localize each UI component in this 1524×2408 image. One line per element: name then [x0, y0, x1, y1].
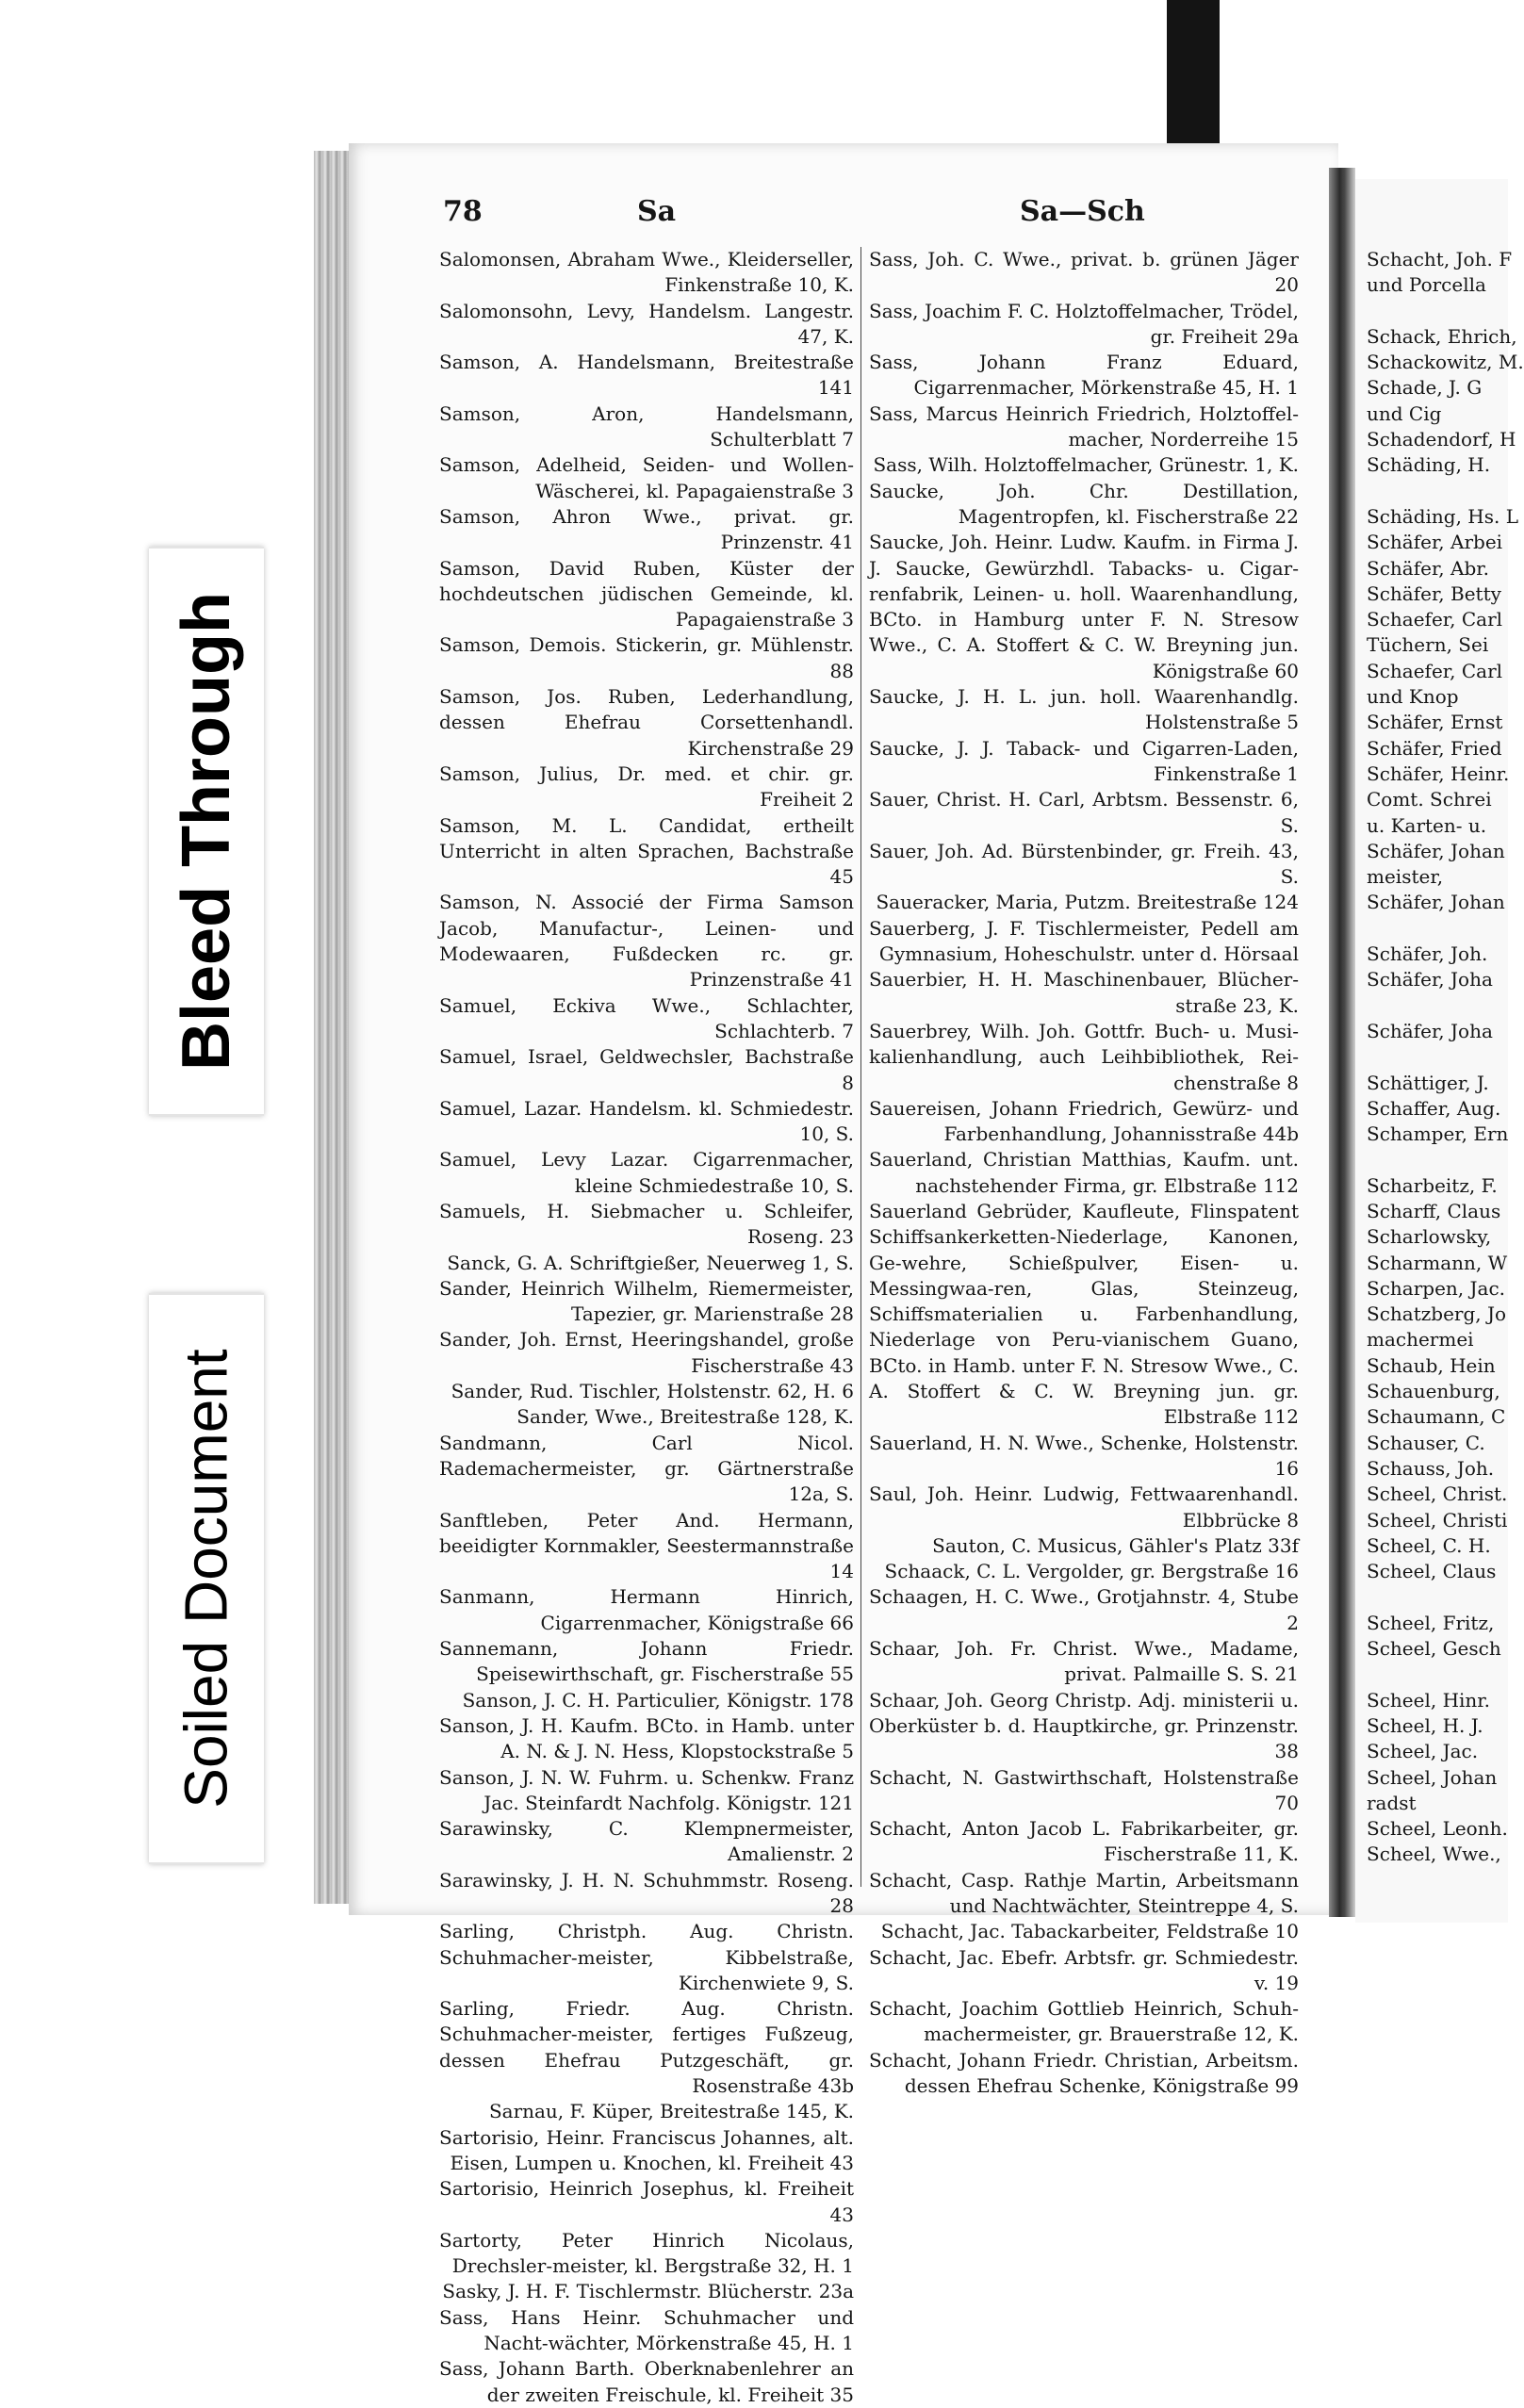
- directory-entry: Schäfer, Arbei: [1367, 531, 1503, 554]
- directory-entry: Scharpen, Jac.: [1367, 1276, 1506, 1300]
- directory-entry: Schacht, Casp. Rathje Martin, Arbeitsmann und Nachtwächter, Steintreppe 4, S.: [869, 1868, 1299, 1917]
- column-divider: [860, 247, 861, 1887]
- directory-entry: Sartorisio, Heinr. Franciscus Johannes, alt. Eisen, Lumpen u. Knochen, kl. Freiheit 43: [439, 2125, 854, 2174]
- directory-entry: Scheel, Christi: [1367, 1508, 1508, 1532]
- directory-entry: Schauser, C.: [1367, 1431, 1485, 1454]
- directory-entry: Samuel, Israel, Geldwechsler, Bachstraße 8: [439, 1045, 854, 1094]
- directory-entry: Schacht, Johann Friedr. Christian, Arbeitsm. dessen Ehefrau Schenke, Königstraße 99: [869, 2048, 1299, 2098]
- directory-entry: Schacht, Jac. Ebefr. Arbtsfr. gr. Schmiedestr. v. 19: [869, 1945, 1299, 1994]
- spacer: [1367, 299, 1508, 324]
- directory-entry: Samson, Adelheid, Seiden- und Wollen-Wäscherei, kl. Papagaienstraße 3: [439, 453, 854, 502]
- directory-entry: Schade, J. G: [1367, 376, 1483, 400]
- directory-entry: meister,: [1367, 865, 1444, 889]
- directory-entry: Schaffer, Aug.: [1367, 1096, 1501, 1120]
- directory-entry: Samson, Julius, Dr. med. et chir. gr. Freiheit 2: [439, 762, 854, 811]
- directory-entry: Sauerland, Christian Matthias, Kaufm. unt. nachstehender Firma, gr. Elbstraße 112: [869, 1148, 1299, 1197]
- directory-entry: Samson, Demois. Stickerin, gr. Mühlenstr. 88: [439, 633, 854, 682]
- directory-entry: Scharff, Claus: [1367, 1199, 1501, 1222]
- directory-entry: Scheel, Christ.: [1367, 1482, 1508, 1506]
- directory-entry: Schäfer, Abr.: [1367, 556, 1489, 580]
- directory-entry: Saucke, Joh. Chr. Destillation, Magentropfen, kl. Fischerstraße 22: [869, 479, 1299, 528]
- directory-entry: Schamper, Ern: [1367, 1122, 1509, 1146]
- directory-entry: Sander, Rud. Tischler, Holstenstr. 62, H. 6: [451, 1380, 854, 1403]
- directory-entry: Schacht, Joachim Gottlieb Heinrich, Schuh-machermeister, gr. Brauerstraße 12, K.: [869, 1997, 1299, 2046]
- directory-entry: Schäfer, Joh.: [1367, 942, 1488, 966]
- directory-entry: Sanson, J. H. Kaufm. BCto. in Hamb. unter A. N. & J. N. Hess, Klopstockstraße 5: [439, 1713, 854, 1763]
- directory-entry: Sauton, C. Musicus, Gähler's Platz 33f: [932, 1533, 1299, 1557]
- directory-entry: Samson, Ahron Wwe., privat. gr. Prinzenstr. 41: [439, 504, 854, 554]
- directory-entry: Saueracker, Maria, Putzm. Breitestraße 124: [876, 891, 1299, 914]
- directory-entry: Scheel, H. J.: [1367, 1713, 1483, 1737]
- directory-entry: Sanftleben, Peter And. Hermann, beeidigter Kornmakler, Seestermannstraße 14: [439, 1508, 854, 1583]
- running-head-left: Sa: [637, 195, 677, 228]
- directory-entry: Saucke, Joh. Heinr. Ludw. Kaufm. in Firma J. J. Saucke, Gewürzhdl. Tabacks- u. Cigar-renfabrik, Leinen- u. holl. Waarenhandlung, BCto. in Hamburg unter F. N. Stresow Wwe., C. A. Stoffert & C. W. Breyning jun. Königstraße 60: [869, 531, 1299, 682]
- directory-entry: Schäfer, Johan: [1367, 839, 1505, 862]
- directory-entry: Scharbeitz, F.: [1367, 1173, 1498, 1197]
- directory-entry: Schäfer, Betty: [1367, 582, 1501, 605]
- directory-entry: Scheel, Claus: [1367, 1560, 1497, 1583]
- directory-entry: Saul, Joh. Heinr. Ludwig, Fettwaarenhandl. Elbbrücke 8: [869, 1482, 1299, 1532]
- directory-entry: Sass, Joachim F. C. Holztoffelmacher, Trödel, gr. Freiheit 29a: [869, 299, 1299, 348]
- directory-entry: Sarawinsky, J. H. N. Schuhmmstr. Roseng. 28: [439, 1868, 854, 1917]
- directory-entry: und Porcella: [1367, 273, 1486, 297]
- directory-entry: Sander, Joh. Ernst, Heeringshandel, große Fischerstraße 43: [439, 1328, 854, 1377]
- directory-entry: Schaagen, H. C. Wwe., Grotjahnstr. 4, Stube 2: [869, 1585, 1299, 1634]
- next-page-column: [1367, 247, 1524, 1868]
- directory-entry: Sanson, J. C. H. Particulier, Königstr. 178: [462, 1688, 854, 1712]
- directory-entry: Sauerbrey, Wilh. Joh. Gottfr. Buch- u. Musi-kalienhandlung, auch Leihbibliothek, Rei-chenstraße 8: [869, 1019, 1299, 1094]
- directory-entry: Sass, Hans Heinr. Schuhmacher und Nacht-wächter, Mörkenstraße 45, H. 1: [439, 2305, 854, 2355]
- directory-entry: Schättiger, J.: [1367, 1071, 1489, 1094]
- left-directory-column: [439, 247, 854, 2408]
- directory-entry: Scheel, Wwe.,: [1367, 1843, 1501, 1866]
- spacer: [1367, 1584, 1508, 1610]
- spacer: [1367, 479, 1508, 504]
- directory-entry: Sarnau, F. Küper, Breitestraße 145, K.: [488, 2100, 854, 2123]
- directory-entry: Schauenburg,: [1367, 1380, 1500, 1403]
- directory-entry: Sarling, Friedr. Aug. Christn. Schuhmacher-meister, fertiges Fußzeug, dessen Ehefrau Putzgeschäft, gr. Rosenstraße 43b: [439, 1997, 854, 2098]
- directory-entry: Schäfer, Joha: [1367, 1019, 1493, 1042]
- directory-entry: Schaumann, C: [1367, 1405, 1506, 1429]
- directory-entry: Sass, Wilh. Holztoffelmacher, Grünestr. 1, K.: [873, 453, 1299, 477]
- bleed-through-text: Bleed Through: [169, 592, 245, 1071]
- directory-entry: Samson, David Ruben, Küster der hochdeutschen jüdischen Gemeinde, kl. Papagaienstraße 3: [439, 556, 854, 631]
- directory-entry: Salomonsohn, Levy, Handelsm. Langestr. 47, K.: [439, 299, 854, 348]
- directory-entry: Schäding, H.: [1367, 453, 1491, 477]
- directory-entry: Samson, A. Handelsmann, Breitestraße 141: [439, 351, 854, 400]
- spacer: [1367, 1147, 1508, 1172]
- soiled-document-text: Soiled Document: [172, 1349, 240, 1809]
- directory-entry: Schaar, Joh. Fr. Christ. Wwe., Madame, privat. Palmaille S. S. 21: [869, 1637, 1299, 1686]
- directory-entry: Samson, N. Associé der Firma Samson Jacob, Manufactur-, Leinen- und Modewaaren, Fußdecken rc. gr. Prinzenstraße 41: [439, 891, 854, 991]
- directory-entry: Scharlowsky,: [1367, 1225, 1492, 1249]
- directory-entry: Samuel, Eckiva Wwe., Schlachter, Schlachterb. 7: [439, 993, 854, 1042]
- directory-entry: Sauerberg, J. F. Tischlermeister, Pedell am Gymnasium, Hoheschulstr. unter d. Hörsaal: [869, 916, 1299, 966]
- directory-entry: Saucke, J. H. L. jun. holl. Waarenhandlg. Holstenstraße 5: [869, 685, 1299, 734]
- directory-entry: Sauerbier, H. H. Maschinenbauer, Blücher-straße 23, K.: [869, 968, 1299, 1017]
- directory-entry: Sannemann, Johann Friedr. Speisewirthschaft, gr. Fischerstraße 55: [439, 1637, 854, 1686]
- directory-entry: Salomonsen, Abraham Wwe., Kleiderseller, Finkenstraße 10, K.: [439, 248, 854, 297]
- directory-entry: Scheel, Johan: [1367, 1765, 1498, 1789]
- directory-entry: Sauer, Joh. Ad. Bürstenbinder, gr. Freih. 43, S.: [869, 839, 1299, 889]
- directory-entry: Schackowitz, M.: [1367, 351, 1524, 374]
- book-gutter: [1329, 168, 1355, 1917]
- directory-entry: Sartorty, Peter Hinrich Nicolaus, Drechsler-meister, kl. Bergstraße 32, H. 1: [439, 2228, 854, 2278]
- directory-entry: Schäfer, Fried: [1367, 736, 1502, 760]
- directory-entry: Samson, Jos. Ruben, Lederhandlung, dessen Ehefrau Corsettenhandl. Kirchenstraße 29: [439, 685, 854, 760]
- directory-entry: Sandmann, Carl Nicol. Rademachermeister, gr. Gärtnerstraße 12a, S.: [439, 1431, 854, 1506]
- directory-entry: Schacht, Joh. F: [1367, 248, 1513, 270]
- directory-entry: Scheel, Jac.: [1367, 1740, 1479, 1763]
- directory-entry: Scheel, Hinr.: [1367, 1688, 1491, 1712]
- directory-entry: Schäfer, Johan: [1367, 891, 1505, 914]
- directory-entry: Sass, Marcus Heinrich Friedrich, Holztoffel-macher, Norderreihe 15: [869, 401, 1299, 451]
- directory-entry: Sass, Joh. C. Wwe., privat. b. grünen Jäger 20: [869, 248, 1299, 297]
- directory-entry: und Cig: [1367, 401, 1442, 425]
- directory-entry: Schacht, N. Gastwirthschaft, Holstenstraße 70: [869, 1765, 1299, 1814]
- directory-entry: Schacht, Anton Jacob L. Fabrikarbeiter, gr. Fischerstraße 11, K.: [869, 1817, 1299, 1866]
- spacer: [1367, 993, 1508, 1019]
- directory-entry: Schauss, Joh.: [1367, 1456, 1495, 1480]
- directory-entry: Scheel, Gesch: [1367, 1637, 1501, 1661]
- directory-entry: radst: [1367, 1791, 1417, 1814]
- spacer: [1367, 1662, 1508, 1687]
- directory-entry: Sass, Johann Barth. Oberknabenlehrer an der zweiten Freischule, kl. Freiheit 35: [439, 2357, 854, 2406]
- directory-entry: Scheel, Fritz,: [1367, 1611, 1495, 1634]
- spacer: [1367, 916, 1508, 942]
- directory-entry: Schaar, Joh. Georg Christp. Adj. ministerii u. Oberküster b. d. Hauptkirche, gr. Prinzenstr. 38: [869, 1688, 1299, 1763]
- directory-entry: u. Karten- u.: [1367, 813, 1487, 837]
- directory-entry: Sauerland, H. N. Wwe., Schenke, Holstenstr. 16: [869, 1431, 1299, 1480]
- directory-entry: Sauerland Gebrüder, Kaufleute, Flinspatent Schiffsankerketten-Niederlage, Kanonen, Ge-wehre, Schießpulver, Eisen- u. Messingwaa-ren, Glas, Steinzeug, Schiffsmaterialien u. Farbenhandlung, Niederlage von Peru-vianischem Guano, BCto. in Hamb. unter F. N. Stresow Wwe., C. A. Stoffert & C. W. Breyning jun. gr. Elbstraße 112: [869, 1199, 1299, 1429]
- directory-entry: Schaub, Hein: [1367, 1353, 1496, 1377]
- directory-entry: Schadendorf, H: [1367, 428, 1516, 451]
- directory-entry: Schaefer, Carl: [1367, 608, 1503, 631]
- directory-entry: Schäfer, Ernst: [1367, 711, 1503, 734]
- page-stack-edge: [314, 151, 352, 1904]
- directory-entry: Sander, Heinrich Wilhelm, Riemermeister, Tapezier, gr. Marienstraße 28: [439, 1276, 854, 1326]
- directory-entry: Sartorisio, Heinrich Josephus, kl. Freiheit 43: [439, 2177, 854, 2226]
- directory-entry: Scheel, C. H.: [1367, 1533, 1491, 1557]
- directory-entry: Sass, Johann Franz Eduard, Cigarrenmacher, Mörkenstraße 45, H. 1: [869, 351, 1299, 400]
- soiled-document-label: [149, 1293, 264, 1864]
- directory-entry: Saucke, J. J. Taback- und Cigarren-Laden, Finkenstraße 1: [869, 736, 1299, 785]
- right-directory-column: [869, 247, 1299, 2099]
- directory-entry: Samson, Aron, Handelsmann, Schulterblatt 7: [439, 401, 854, 451]
- directory-entry: Schatzberg, Jo: [1367, 1302, 1507, 1326]
- directory-entry: Samuel, Levy Lazar. Cigarrenmacher, kleine Schmiedestraße 10, S.: [439, 1148, 854, 1197]
- directory-entry: Sanson, J. N. W. Fuhrm. u. Schenkw. Franz Jac. Steinfardt Nachfolg. Königstr. 121: [439, 1765, 854, 1814]
- directory-entry: Sauereisen, Johann Friedrich, Gewürz- und Farbenhandlung, Johannisstraße 44b: [869, 1096, 1299, 1146]
- directory-entry: Scheel, Leonh.: [1367, 1817, 1508, 1841]
- directory-entry: Samuel, Lazar. Handelsm. kl. Schmiedestr. 10, S.: [439, 1096, 854, 1146]
- directory-entry: und Knop: [1367, 685, 1459, 709]
- directory-entry: Sarawinsky, C. Klempnermeister, Amalienstr. 2: [439, 1817, 854, 1866]
- directory-entry: Schaack, C. L. Vergolder, gr. Bergstraße 16: [884, 1560, 1299, 1583]
- directory-entry: Schaefer, Carl: [1367, 659, 1503, 682]
- directory-entry: Samson, M. L. Candidat, ertheilt Unterricht in alten Sprachen, Bachstraße 45: [439, 813, 854, 889]
- directory-entry: Sanck, G. A. Schriftgießer, Neuerweg 1, S.: [447, 1251, 854, 1274]
- directory-entry: Sasky, J. H. F. Tischlermstr. Blücherstr. 23a: [442, 2280, 854, 2303]
- running-head-right: Sa—Sch: [1020, 195, 1145, 228]
- directory-entry: Schacht, Jac. Tabackarbeiter, Feldstraße 10: [880, 1920, 1299, 1943]
- directory-entry: Sauer, Christ. H. Carl, Arbtsm. Bessenstr. 6, S.: [869, 788, 1299, 837]
- directory-entry: Schäfer, Heinr.: [1367, 762, 1510, 785]
- directory-entry: Samuels, H. Siebmacher u. Schleifer, Roseng. 23: [439, 1199, 854, 1249]
- directory-entry: machermei: [1367, 1328, 1474, 1351]
- directory-entry: Schäfer, Joha: [1367, 968, 1493, 991]
- page-number: 78: [443, 195, 483, 228]
- directory-entry: Scharmann, W: [1367, 1251, 1508, 1274]
- directory-entry: Sander, Wwe., Breitestraße 128, K.: [516, 1405, 854, 1429]
- directory-entry: Sarling, Christph. Aug. Christn. Schuhmacher-meister, Kibbelstraße, Kirchenwiete 9, S.: [439, 1920, 854, 1994]
- spacer: [1367, 1044, 1508, 1070]
- directory-entry: Sanmann, Hermann Hinrich, Cigarrenmacher, Königstraße 66: [439, 1585, 854, 1634]
- directory-entry: Tüchern, Sei: [1367, 633, 1489, 657]
- directory-entry: Comt. Schrei: [1367, 788, 1492, 811]
- directory-entry: Schäding, Hs. L: [1367, 504, 1519, 528]
- bleed-through-label: [149, 547, 264, 1116]
- directory-entry: Schack, Ehrich,: [1367, 324, 1517, 348]
